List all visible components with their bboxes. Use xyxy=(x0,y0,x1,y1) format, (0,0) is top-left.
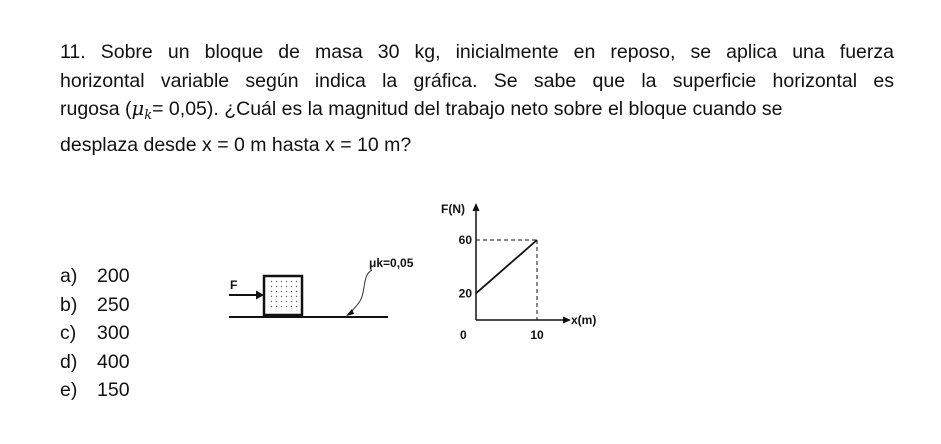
question-line-3-start: rugosa ( xyxy=(60,98,132,120)
option-value: 150 xyxy=(97,379,130,402)
question-line-3-end: = 0,05). ¿Cuál es la magnitud del trabajo neto sobre el bloque cuando se xyxy=(152,98,783,120)
question-word: sabe xyxy=(533,69,577,92)
question-word: masa xyxy=(315,41,363,63)
question-word: reposo, xyxy=(610,41,676,63)
option-letter: c) xyxy=(60,322,77,345)
question-word: según xyxy=(245,69,299,92)
question-word: indica xyxy=(314,69,366,92)
option-value: 300 xyxy=(97,322,130,345)
force-line-series xyxy=(476,240,537,293)
question-word: Se xyxy=(493,69,518,92)
y-tick-label-20: 20 xyxy=(458,286,472,301)
question-word: fuerza xyxy=(839,41,894,63)
question-word: superficie xyxy=(672,69,757,92)
mu-symbol: μ xyxy=(131,97,145,120)
question-word: en xyxy=(573,41,596,63)
question-word: inicialmente xyxy=(455,41,559,63)
question-word: bloque xyxy=(204,41,264,63)
question-word: un xyxy=(167,41,190,63)
option-letter: b) xyxy=(60,293,78,316)
y-axis-label: F(N) xyxy=(441,202,465,216)
question-word: la xyxy=(382,69,398,92)
y-axis-arrow xyxy=(473,203,480,211)
question-word: 11. xyxy=(60,41,86,63)
question-word: una xyxy=(792,41,825,63)
friction-label: μk=0,05 xyxy=(369,256,414,270)
question-word: horizontal xyxy=(772,69,858,92)
question-word: variable xyxy=(160,69,230,92)
question-word: horizontal xyxy=(60,69,145,92)
question-word: kg, xyxy=(414,41,441,63)
option-letter: a) xyxy=(60,265,78,287)
question-word: gráfica. xyxy=(413,69,478,92)
question-word: aplica xyxy=(726,41,778,63)
x-tick-label-10: 10 xyxy=(530,328,544,342)
option-value: 200 xyxy=(97,265,130,287)
question-word: que xyxy=(592,69,626,92)
y-tick-label-60: 60 xyxy=(458,233,472,247)
origin-label: 0 xyxy=(460,328,467,342)
force-label: F xyxy=(230,278,238,292)
question-word: de xyxy=(278,41,300,63)
question-word: 30 xyxy=(377,41,400,63)
question-word: se xyxy=(690,41,712,63)
x-axis-arrow xyxy=(563,317,571,324)
x-axis-label: x(m) xyxy=(571,313,597,327)
question-word: Sobre xyxy=(100,41,153,63)
option-letter: e) xyxy=(60,379,78,402)
option-value: 400 xyxy=(97,350,130,373)
question-word: la xyxy=(641,69,657,92)
option-letter: d) xyxy=(60,350,78,373)
question-word: es xyxy=(873,69,894,92)
option-value: 250 xyxy=(97,293,130,316)
question-line-4: desplaza desde x = 0 m hasta x = 10 m? xyxy=(60,133,412,156)
mu-subscript: k xyxy=(144,108,153,123)
